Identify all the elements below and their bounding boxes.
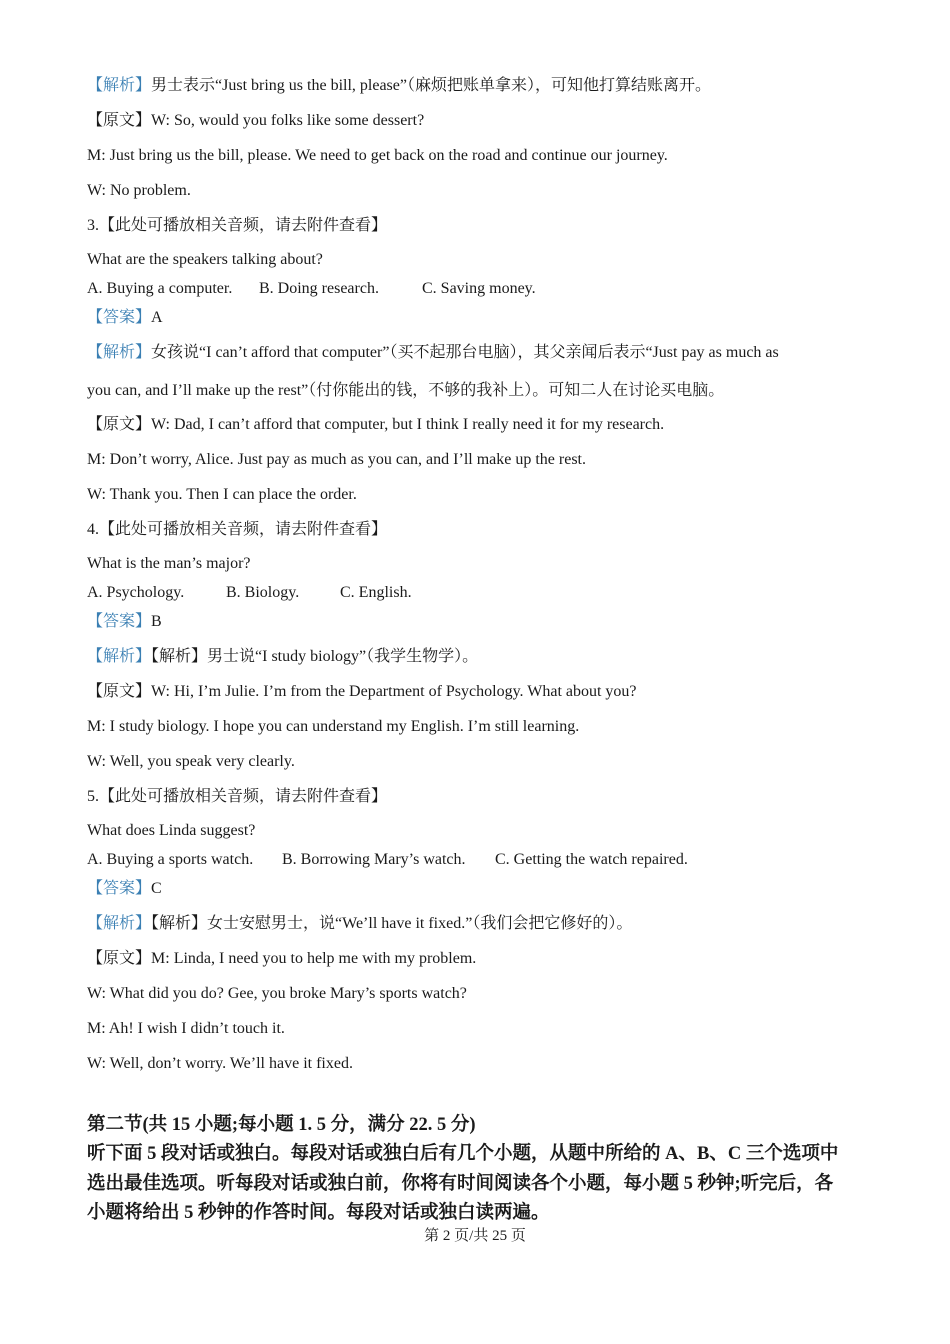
q5-transcript-line: W: What did you do? Gee, you broke Mary’s sports watch? [87, 985, 467, 1002]
q3-option-c: C. Saving money. [422, 280, 536, 297]
q4-answer: 【答案】B [87, 613, 162, 630]
q5-question: What does Linda suggest? [87, 822, 256, 839]
page-footer: 第 2 页/共 25 页 [424, 1228, 526, 1244]
q5-option-b: B. Borrowing Mary’s watch. [282, 851, 466, 868]
q2-transcript-line: W: No problem. [87, 182, 191, 199]
q2-transcript-line: 【原文】W: So, would you folks like some dessert? [87, 112, 425, 129]
q5-transcript-line: M: Ah! I wish I didn’t touch it. [87, 1020, 285, 1037]
q5-option-a: A. Buying a sports watch. [87, 851, 254, 868]
q4-option-c: C. English. [340, 584, 412, 601]
q4-option-a: A. Psychology. [87, 584, 185, 601]
q3-analysis: 【解析】女孩说“I can’t afford that computer”（买不起那台电脑），其父亲闻后表示“Just pay as much as [87, 344, 779, 361]
q5-answer: 【答案】C [87, 880, 162, 897]
q3-transcript-line: 【原文】W: Dad, I can’t afford that computer, but I think I really need it for my research. [87, 416, 665, 433]
q5-analysis: 【解析】【解析】女士安慰男士，说“We’ll have it fixed.”（我们会把它修好的）。 [87, 915, 633, 932]
q4-options [87, 583, 887, 603]
q5-transcript-line: W: Well, don’t worry. We’ll have it fixed. [87, 1055, 353, 1072]
section-title: 第二节(共 15 小题;每小题 1. 5 分，满分 22. 5 分) [87, 1115, 476, 1135]
q3-question: What are the speakers talking about? [87, 251, 323, 268]
q3-transcript-line: W: Thank you. Then I can place the order. [87, 486, 357, 503]
q5-option-c: C. Getting the watch repaired. [495, 851, 688, 868]
q3-transcript-line: M: Don’t worry, Alice. Just pay as much as you can, and I’ll make up the rest. [87, 451, 586, 468]
q5-options [87, 850, 887, 870]
q4-heading: 4.【此处可播放相关音频，请去附件查看】 [87, 521, 388, 538]
q4-question: What is the man’s major? [87, 555, 251, 572]
q2-analysis: 【解析】男士表示“Just bring us the bill, please”（麻烦把账单拿来），可知他打算结账离开。 [87, 77, 711, 94]
q2-transcript-line: M: Just bring us the bill, please. We need to get back on the road and continue our journey. [87, 147, 668, 164]
q3-option-b: B. Doing research. [259, 280, 379, 297]
q4-transcript-line: W: Well, you speak very clearly. [87, 753, 295, 770]
q3-option-a: A. Buying a computer. [87, 280, 233, 297]
q4-transcript-line: M: I study biology. I hope you can understand my English. I’m still learning. [87, 718, 580, 735]
q5-transcript-line: 【原文】M: Linda, I need you to help me with my problem. [87, 950, 477, 967]
q4-transcript-line: 【原文】W: Hi, I’m Julie. I’m from the Department of Psychology. What about you? [87, 683, 637, 700]
q3-heading: 3.【此处可播放相关音频，请去附件查看】 [87, 217, 388, 234]
q3-answer: 【答案】A [87, 309, 163, 326]
section-instructions: 听下面 5 段对话或独白。每段对话或独白后有几个小题，从题中所给的 A、B、C 三个选项中 [87, 1144, 839, 1164]
section-instructions: 小题将给出 5 秒钟的作答时间。每段对话或独白读两遍。 [87, 1203, 550, 1223]
q4-analysis: 【解析】【解析】男士说“I study biology”（我学生物学）。 [87, 648, 479, 665]
section-instructions: 选出最佳选项。听每段对话或独白前，你将有时间阅读各个小题，每小题 5 秒钟;听完后，各 [87, 1174, 834, 1194]
q3-options [87, 279, 887, 299]
q4-option-b: B. Biology. [226, 584, 300, 601]
q3-analysis-cont: you can, and I’ll make up the rest”（付你能出的钱，不够的我补上）。可知二人在讨论买电脑。 [87, 382, 725, 399]
q5-heading: 5.【此处可播放相关音频，请去附件查看】 [87, 788, 388, 805]
